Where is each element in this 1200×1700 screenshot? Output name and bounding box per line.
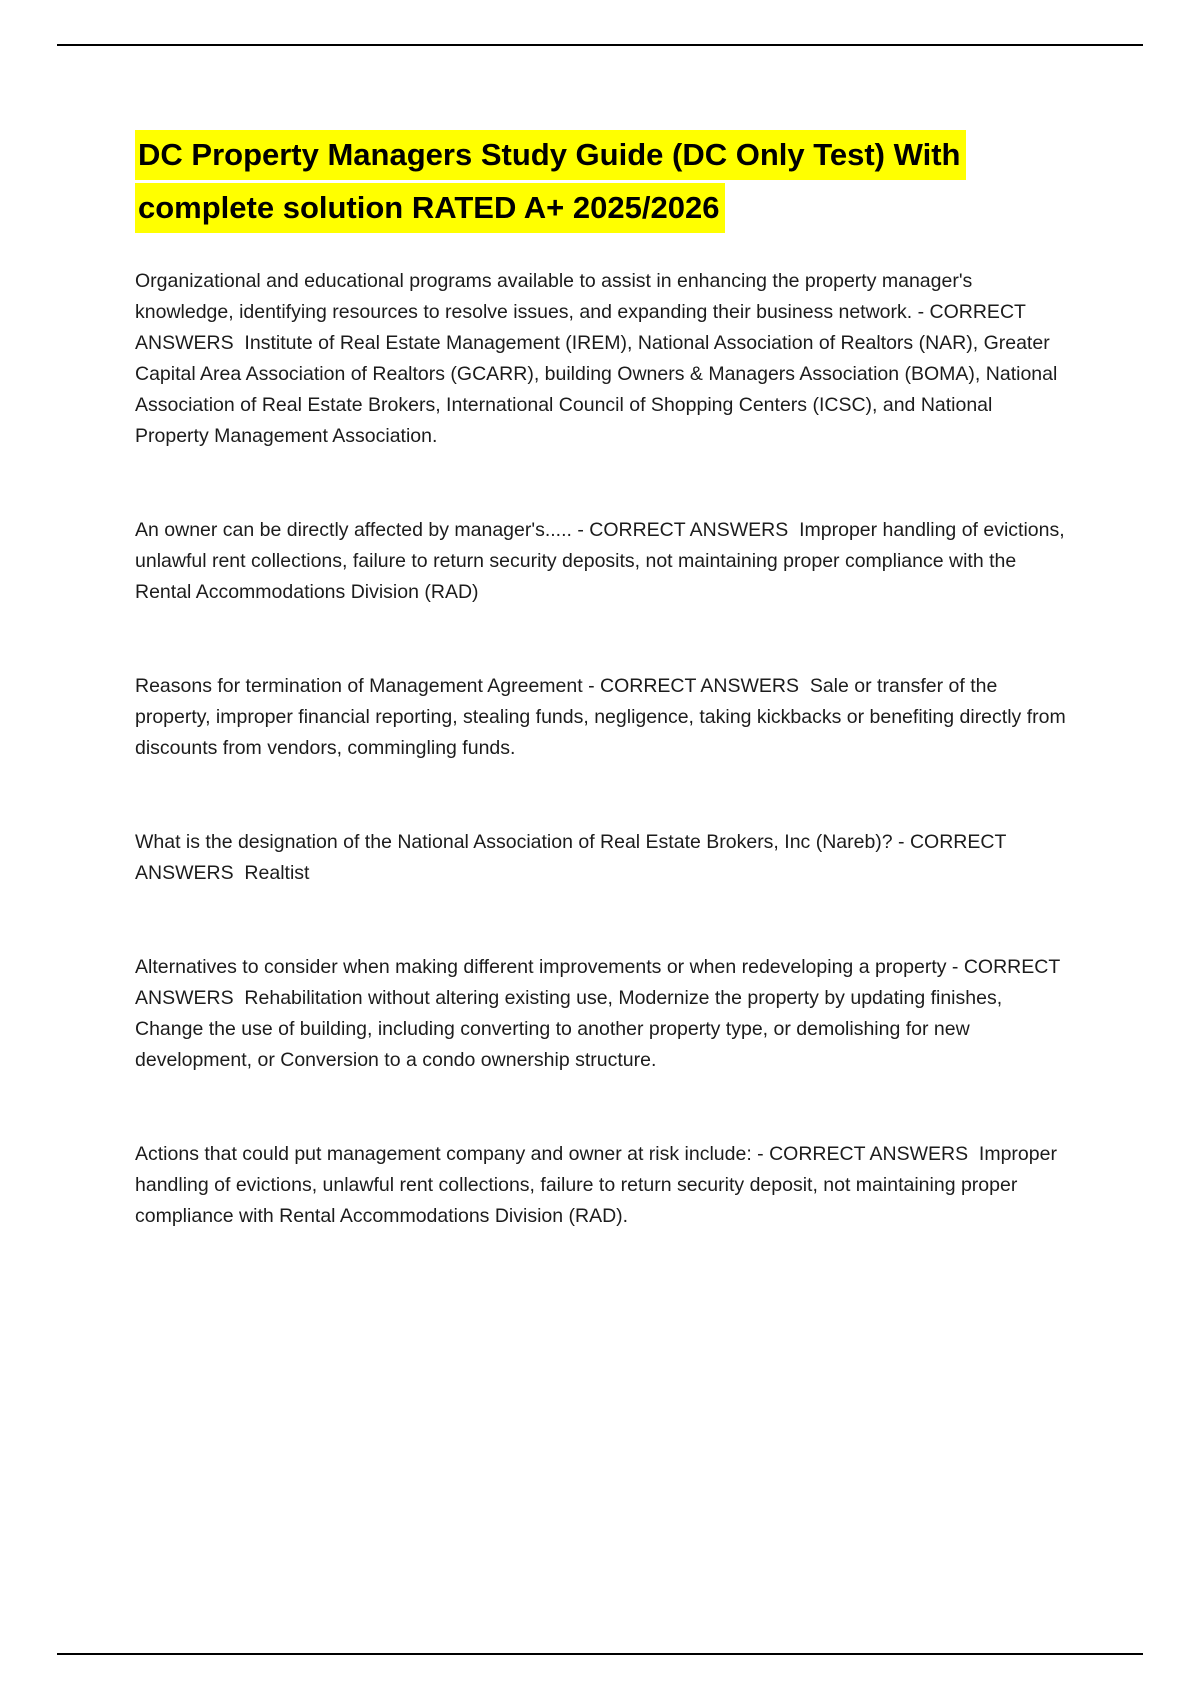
qa-paragraph: Organizational and educational programs available to assist in enhancing the property manager's knowledge, identifying resources to resolve issues, and expanding their business network. - CORRECT ANSWERS Institute of Real Estate Management (IREM), National Association of Realtors (NAR), Greater Capital Area Association of Realtors (GCARR), building Owners & Managers Association (BOMA), National Association of Real Estate Brokers, International Council of Shopping Centers (ICSC), and National Property Management Association. bbox=[135, 270, 1062, 447]
page-title bbox=[135, 130, 1070, 236]
document-page bbox=[135, 130, 1070, 1295]
qa-paragraph: Reasons for termination of Management Agreement - CORRECT ANSWERS Sale or transfer of the property, improper financial reporting, stealing funds, negligence, taking kickbacks or benefiting directly from discounts from vendors, commingling funds. bbox=[135, 675, 1072, 759]
qa-paragraph: An owner can be directly affected by manager's..... - CORRECT ANSWERS Improper handling of evictions, unlawful rent collections, failure to return security deposits, not maintaining proper compliance with the Rental Accommodations Division (RAD) bbox=[135, 519, 1071, 603]
qa-paragraph: Alternatives to consider when making different improvements or when redeveloping a property - CORRECT ANSWERS Rehabilitation without altering existing use, Modernize the property by updating finishes, Change the use of building, including converting to another property type, or demolishing for new development, or Conversion to a condo ownership structure. bbox=[135, 956, 1065, 1071]
qa-paragraph: Actions that could put management company and owner at risk include: - CORRECT ANSWERS Improper handling of evictions, unlawful rent collections, failure to return security deposit, not maintaining proper compliance with Rental Accommodations Division (RAD). bbox=[135, 1143, 1063, 1227]
page-title-line1: DC Property Managers Study Guide (DC Only Test) With bbox=[135, 130, 966, 180]
page-title-line2: complete solution RATED A+ 2025/2026 bbox=[135, 183, 725, 233]
qa-paragraph: What is the designation of the National Association of Real Estate Brokers, Inc (Nareb)? - CORRECT ANSWERS Realtist bbox=[135, 831, 1011, 884]
top-rule bbox=[57, 44, 1143, 46]
bottom-rule bbox=[57, 1653, 1143, 1655]
